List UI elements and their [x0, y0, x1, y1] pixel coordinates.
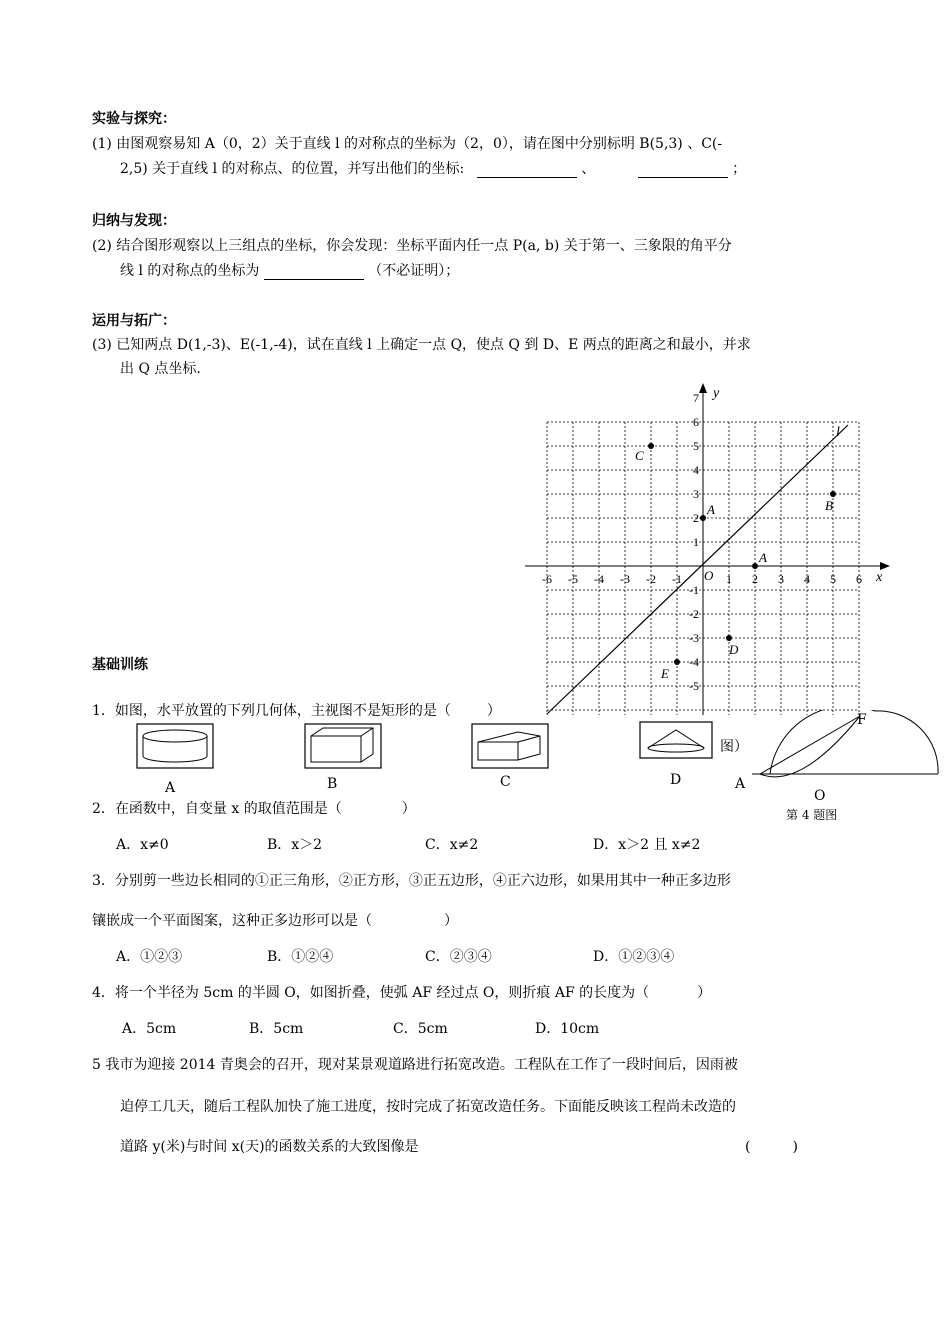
x-tick-label: -6: [542, 572, 552, 586]
figure-4-semicircle: [752, 710, 942, 780]
basic-q3-close: ）: [444, 913, 458, 929]
basic-q4-close: ）: [697, 985, 712, 1001]
basic-q2-text: 2．在函数中，自变量 x 的取值范围是（: [92, 801, 342, 817]
q3-option-d: D．①②③④: [593, 949, 675, 965]
y-tick-label: 6: [693, 415, 699, 429]
y-tick-label: -1: [689, 583, 699, 597]
coordinate-graph: [520, 380, 900, 720]
question-2-line-1: (2) 结合图形观察以上三组点的坐标，你会发现：坐标平面内任一点 P(a, b) 关于第一、三象限的角平分: [92, 238, 732, 254]
basic-q1: [92, 700, 501, 720]
x-tick-label: 6: [856, 572, 862, 586]
q4-option-a: A．5cm: [122, 1021, 177, 1037]
q3-option-c: C．②③④: [425, 949, 492, 965]
point-b-label: B: [825, 498, 833, 513]
question-2-line-2: [120, 260, 459, 280]
y-tick-label: -4: [689, 655, 699, 669]
x-tick-label: -2: [646, 572, 656, 586]
q4-option-c: C．5cm: [393, 1021, 448, 1037]
figure-4-label-a: A: [735, 776, 746, 792]
x-tick-labels: [542, 572, 862, 586]
x-tick-label: 4: [804, 572, 810, 586]
point-a-label: A: [759, 550, 767, 565]
basic-q2-close: ）: [401, 801, 416, 817]
point-e-dot: [674, 659, 680, 665]
figure-4-label-o: O: [814, 788, 826, 804]
question-3-line-2: 出 Q 点坐标.: [120, 361, 201, 377]
apply-heading: 运用与拓广：: [92, 313, 176, 329]
shape-label-d: D: [670, 772, 682, 788]
basic-q4: [92, 982, 711, 1002]
shape-label-c: C: [500, 774, 511, 790]
x-tick-label: 1: [726, 572, 732, 586]
question-1-text: 2,5) 关于直线 l 的对称点、的位置，并写出他们的坐标:: [120, 161, 465, 177]
question-1-line-2: [120, 158, 746, 178]
point-c-dot: [648, 443, 654, 449]
y-tick-labels: [689, 391, 699, 693]
x-tick-label: 5: [830, 572, 836, 586]
q3-option-b: B．①②④: [267, 949, 334, 965]
basic-q3-text: 镶嵌成一个平面图案，这种正多边形可以是（: [92, 913, 372, 929]
shape-cone: [638, 720, 714, 760]
q4-option-d: D．10cm: [535, 1021, 600, 1037]
y-tick-label: 1: [693, 535, 699, 549]
shape-cuboid: [303, 722, 383, 770]
point-a-dot: [700, 515, 706, 521]
q2-option-d: D．x＞2 且 x≠2: [593, 837, 701, 853]
point-c-label: C: [635, 448, 644, 463]
shape-prism: [470, 722, 550, 770]
y-tick-label: -3: [689, 631, 699, 645]
shape-label-a: A: [165, 780, 176, 796]
basic-q1-text: 1．如图，水平放置的下列几何体，主视图不是矩形的是（: [92, 703, 451, 719]
y-tick-label: 7: [693, 391, 699, 405]
line-end-punct: ；: [732, 161, 747, 177]
origin-label: O: [704, 568, 714, 583]
y-tick-label: 3: [693, 487, 699, 501]
basic-q5-line-3: 道路 y(米)与时间 x(天)的函数关系的大致图像是: [120, 1139, 419, 1155]
figure-note-tail: 图）: [720, 739, 748, 755]
x-axis-arrow: [880, 562, 890, 570]
x-tick-label: -3: [620, 572, 630, 586]
q3-option-a: A．①②③: [116, 949, 183, 965]
basic-heading: 基础训练: [92, 657, 148, 673]
y-tick-label: 4: [693, 463, 699, 477]
q2-option-b: B．x＞2: [267, 837, 323, 853]
basic-q2: [92, 798, 416, 818]
basic-q5-line-2: 迫停工几天，随后工程队加快了施工进度，按时完成了拓宽改造任务。下面能反映该工程尚未改造的: [120, 1099, 736, 1115]
point-e-label: E: [661, 666, 669, 681]
graph-points: [635, 443, 836, 681]
figure-4-label-f: F: [857, 712, 867, 728]
basic-q1-close: ）: [486, 703, 501, 719]
answer-blank-3[interactable]: [264, 265, 364, 280]
induce-heading: 归纳与发现：: [92, 213, 176, 229]
point-d-label: D: [729, 642, 739, 657]
blank-separator: 、: [581, 161, 596, 177]
q2-option-c: C．x≠2: [425, 837, 479, 853]
shape-label-b: B: [327, 776, 338, 792]
answer-blank-2[interactable]: [638, 163, 728, 178]
y-axis-label: y: [713, 386, 720, 401]
x-axis-label: x: [876, 570, 883, 585]
x-tick-label: -5: [568, 572, 578, 586]
basic-q3-line-1: 3．分别剪一些边长相同的①正三角形，②正方形，③正五边形，④正六边形，如果用其中一种正多边形: [92, 873, 731, 889]
question-2-text-a: 线 l 的对称点的坐标为: [120, 263, 260, 279]
answer-blank-1[interactable]: [477, 163, 577, 178]
point-a-label: A: [707, 502, 715, 517]
question-3-line-1: (3) 已知两点 D(1,-3)、E(-1,-4)，试在直线 l 上确定一点 Q，使点 Q 到 D、E 两点的距离之和最小，并求: [92, 337, 751, 353]
line-l-label: l: [836, 425, 840, 440]
q2-option-a: A．x≠0: [116, 837, 169, 853]
explore-heading: 实验与探究：: [92, 111, 176, 127]
basic-q5-line-1: 5 我市为迎接 2014 青奥会的召开，现对某景观道路进行拓宽改造。工程队在工作了一段时间后，因雨被: [92, 1057, 738, 1073]
basic-q5-paren: ( ): [745, 1139, 798, 1155]
point-d-dot: [726, 635, 732, 641]
y-tick-label: 5: [693, 439, 699, 453]
question-2-text-b: （不必证明）；: [368, 263, 460, 279]
y-tick-label: 2: [693, 511, 699, 525]
x-tick-label: 2: [752, 572, 758, 586]
figure-4-caption: 第 4 题图: [786, 808, 838, 822]
point-b-dot: [830, 491, 836, 497]
y-tick-label: -5: [689, 679, 699, 693]
shape-cylinder: [135, 722, 215, 770]
q4-option-b: B．5cm: [249, 1021, 304, 1037]
basic-q4-text: 4．将一个半径为 5cm 的半圆 O，如图折叠，使弧 AF 经过点 O，则折痕 AF 的长度为（: [92, 985, 650, 1001]
basic-q3-line-2: [92, 910, 458, 930]
y-tick-label: -2: [689, 607, 699, 621]
x-tick-label: 3: [778, 572, 784, 586]
x-tick-label: -1: [672, 572, 682, 586]
question-1-line-1: (1) 由图观察易知 A（0，2）关于直线 l 的对称点的坐标为（2，0），请在图中分别标明 B(5,3) 、C(-: [92, 136, 723, 152]
point-a-dot: [752, 563, 758, 569]
x-tick-label: -4: [594, 572, 604, 586]
y-axis-arrow: [699, 383, 707, 393]
